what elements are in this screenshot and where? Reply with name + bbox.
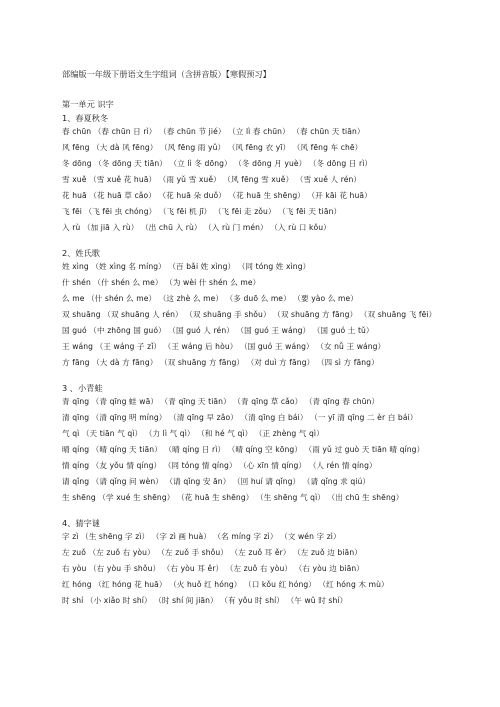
section-xiaoqingwa bbox=[62, 382, 460, 506]
word-line: 情 qíng （友 yǒu 情 qíng） （同 tóng 情 qíng） （心 xīn 情 qíng） （人 rén 情 qíng） bbox=[62, 461, 377, 470]
word-line: 左 zuǒ （左 zuǒ 右 yòu） （左 zuǒ 手 shǒu） （左 zuǒ 耳 ěr） （左 zuǒ 边 biān） bbox=[62, 548, 362, 557]
unit-title: 第一单元 识字 bbox=[62, 99, 114, 109]
word-line: 请 qǐng （请 qǐng 问 wèn） （请 qǐng 安 ān） （回 huí 请 qǐng） （请 qǐng 求 qiú） bbox=[62, 477, 371, 486]
word-line: 红 hóng （红 hóng 花 huā） （火 huǒ 红 hóng） （口 kǒu 红 hóng） （红 hóng 木 mù） bbox=[62, 580, 389, 589]
word-line: 入 rù （加 jiā 入 rù） （出 chū 入 rù） （入 rù 门 mén） （入 rù 口 kǒu） bbox=[62, 223, 331, 232]
word-line: 右 yòu （右 yòu 手 shǒu） （右 yòu 耳 ěr） （左 zuǒ 右 yòu） （右 yòu 边 biān） bbox=[62, 564, 364, 573]
word-line: 清 qīng （清 qīng 明 míng） （清 qīng 早 zǎo） （清 qīng 白 bái） （一 yī 清 qīng 二 èr 白 bái） bbox=[62, 413, 418, 422]
word-line: 春 chūn （春 chūn 日 rì） （春 chūn 节 jié） （立 lì 春 chūn） （春 chūn 天 tiān） bbox=[62, 127, 365, 136]
section-title: 4、猜字谜 bbox=[62, 518, 100, 528]
section-title: 1、春夏秋冬 bbox=[62, 113, 109, 123]
word-line: 国 guó （中 zhōng 国 guó） （国 guó 人 rén） （国 guó 王 wáng） （国 guó 土 tǔ） bbox=[62, 326, 374, 335]
section-title: 3 、小青蛙 bbox=[62, 383, 103, 393]
word-line: 风 fēng （大 dà 风 fēng） （风 fēng 雨 yǔ） （风 fēng 衣 yī） （风 fēng 车 chē） bbox=[62, 143, 363, 152]
word-line: 么 me （什 shén 么 me） （这 zhè 么 me） （多 duō 么 me） （要 yào 么 me） bbox=[62, 294, 358, 303]
word-line: 王 wáng （王 wáng 子 zǐ） （王 wáng 后 hòu） （国 guó 王 wáng） （女 nǚ 王 wáng） bbox=[62, 342, 386, 351]
word-line: 雪 xuě （雪 xuě 花 huā） （雨 yǔ 雪 xuě） （风 fēng 雪 xuě） （雪 xuě 人 rén） bbox=[62, 175, 362, 184]
word-line: 气 qì （天 tiān 气 qì） （力 lì 气 qì） （和 hé 气 qì） （正 zhèng 气 qì） bbox=[62, 429, 324, 438]
word-line: 生 shēng （学 xué 生 shēng） （花 huā 生 shēng） （生 shēng 气 qì） （出 chū 生 shēng） bbox=[62, 493, 404, 502]
word-line: 冬 dōng （冬 dōng 天 tiān） （立 lì 冬 dōng） （冬 dōng 月 yuè） （冬 dōng 日 rì） bbox=[62, 159, 373, 168]
word-line: 花 huā （花 huā 草 cǎo） （花 huā 朵 duǒ） （花 huā 生 shēng） （开 kāi 花 huā） bbox=[62, 191, 372, 200]
section-title: 2、姓氏歌 bbox=[62, 248, 100, 258]
word-line: 时 shí （小 xiǎo 时 shí） （时 shí 间 jiān） （有 yǒu 时 shí） （午 wǔ 时 shí） bbox=[62, 596, 348, 605]
word-line: 飞 fēi （飞 fēi 虫 chóng） （飞 fēi 机 jī） （飞 fēi 走 zǒu） （飞 fēi 天 tiān） bbox=[62, 207, 342, 216]
section-chunxiaqiudong bbox=[62, 112, 460, 236]
word-line: 方 fāng （大 dà 方 fāng） （双 shuāng 方 fāng） （对 duì 方 fāng） （四 sì 方 fāng） bbox=[62, 358, 379, 367]
word-line: 姓 xìng （姓 xìng 名 míng） （百 bǎi 姓 xìng） （同 tóng 姓 xìng） bbox=[62, 262, 311, 271]
section-xingshige bbox=[62, 247, 460, 371]
word-line: 双 shuāng （双 shuāng 人 rén） （双 shuāng 手 shǒu） （双 shuāng 方 fāng） （双 shuāng 飞 fēi） bbox=[62, 310, 437, 319]
document-title: 部编版一年级下册语文生字组词（含拼音版）【寒假预习】 bbox=[62, 69, 271, 79]
word-line: 什 shén （什 shén 么 me） （为 wèi 什 shén 么 me） bbox=[62, 278, 261, 287]
word-line: 字 zì （生 shēng 字 zì） （字 zì 画 huà） （名 míng 字 zì） （文 wén 字 zì） bbox=[62, 532, 341, 541]
section-caizimi bbox=[62, 517, 460, 609]
word-line: 青 qīng （青 qīng 蛙 wā） （青 qīng 天 tiān） （青 qīng 草 cǎo） （青 qīng 春 chūn） bbox=[62, 397, 380, 406]
word-line: 晴 qíng （晴 qíng 天 tiān） （晴 qíng 日 rì） （晴 qíng 空 kōng） （雨 yǔ 过 guò 天 tiān 晴 qíng） bbox=[62, 445, 425, 454]
